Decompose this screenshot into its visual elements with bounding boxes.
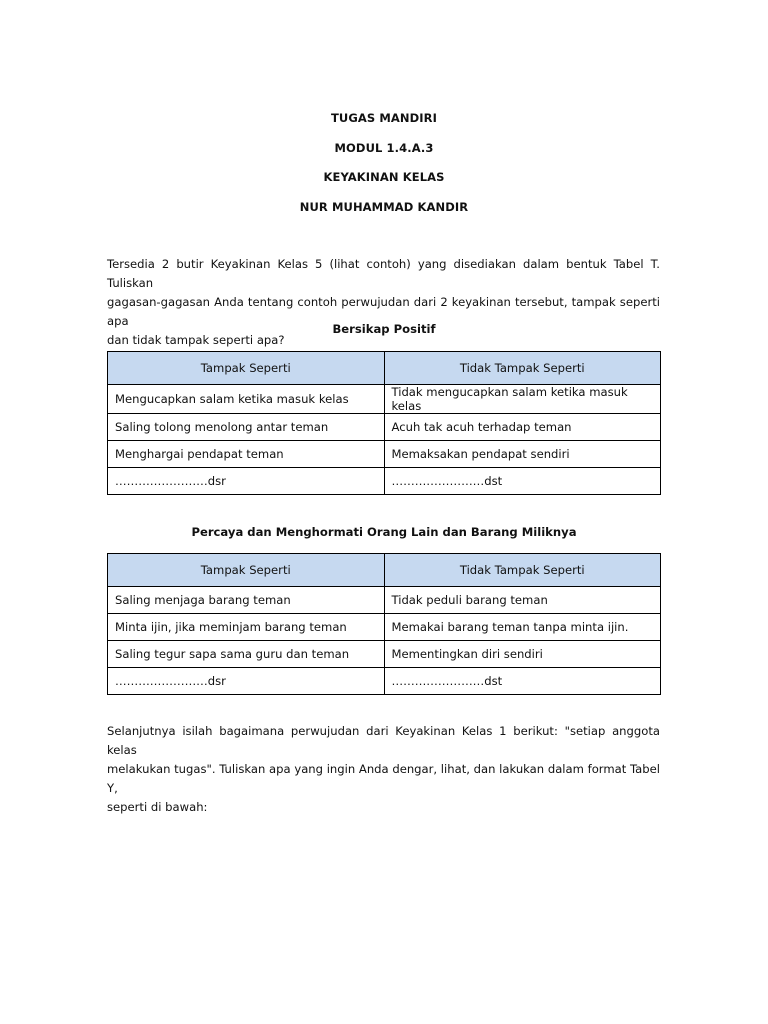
table-cell: Menghargai pendapat teman	[108, 441, 385, 468]
table-row	[108, 587, 661, 614]
table-header-row	[108, 554, 661, 587]
intro-line: gagasan-gagasan Anda tentang contoh perwujudan dari 2 keyakinan tersebut, tampak seperti apa	[107, 295, 660, 328]
table-row	[108, 414, 661, 441]
table-cell: Tidak mengucapkan salam ketika masuk kelas	[384, 385, 661, 414]
closing-line: Selanjutnya isilah bagaimana perwujudan dari Keyakinan Kelas 1 berikut: "setiap anggota kelas	[107, 724, 660, 757]
table-bersikap-positif	[107, 351, 661, 495]
table-cell: Minta ijin, jika meminjam barang teman	[108, 614, 385, 641]
table-header-row	[108, 352, 661, 385]
table-cell: Acuh tak acuh terhadap teman	[384, 414, 661, 441]
table-row	[108, 668, 661, 695]
header-tidak-tampak-seperti: Tidak Tampak Seperti	[384, 554, 661, 587]
closing-paragraph	[107, 722, 660, 817]
table-cell: Tidak peduli barang teman	[384, 587, 661, 614]
table-cell: ……………………dst	[384, 668, 661, 695]
intro-line: dan tidak tampak seperti apa?	[107, 333, 285, 347]
intro-line: Tersedia 2 butir Keyakinan Kelas 5 (lihat contoh) yang disediakan dalam bentuk Tabel T. Tuliskan	[107, 257, 660, 290]
table-cell: Mementingkan diri sendiri	[384, 641, 661, 668]
table-row	[108, 441, 661, 468]
table-row	[108, 614, 661, 641]
header-tidak-tampak-seperti: Tidak Tampak Seperti	[384, 352, 661, 385]
table-cell: Memaksakan pendapat sendiri	[384, 441, 661, 468]
table-row	[108, 641, 661, 668]
doc-title: TUGAS MANDIRI	[330, 111, 438, 125]
table-cell: Saling menjaga barang teman	[108, 587, 385, 614]
doc-module: MODUL 1.4.A.3	[334, 141, 434, 155]
table-row	[108, 385, 661, 414]
header-tampak-seperti: Tampak Seperti	[108, 554, 385, 587]
table-row	[108, 468, 661, 495]
table1-title: Bersikap Positif	[332, 322, 436, 336]
table-cell: ……………………dsr	[108, 668, 385, 695]
table-cell: Saling tegur sapa sama guru dan teman	[108, 641, 385, 668]
table-cell: Memakai barang teman tanpa minta ijin.	[384, 614, 661, 641]
table-cell: Mengucapkan salam ketika masuk kelas	[108, 385, 385, 414]
table-cell: Saling tolong menolong antar teman	[108, 414, 385, 441]
table-cell: ……………………dst	[384, 468, 661, 495]
doc-topic: KEYAKINAN KELAS	[323, 170, 445, 184]
doc-author: NUR MUHAMMAD KANDIR	[299, 200, 469, 214]
closing-line: melakukan tugas". Tuliskan apa yang ingin Anda dengar, lihat, dan lakukan dalam format Tabel Y,	[107, 762, 660, 795]
table-cell: ……………………dsr	[108, 468, 385, 495]
table2-title: Percaya dan Menghormati Orang Lain dan Barang Miliknya	[191, 525, 577, 539]
table-percaya-menghormati	[107, 553, 661, 695]
header-tampak-seperti: Tampak Seperti	[108, 352, 385, 385]
closing-line: seperti di bawah:	[107, 800, 208, 814]
